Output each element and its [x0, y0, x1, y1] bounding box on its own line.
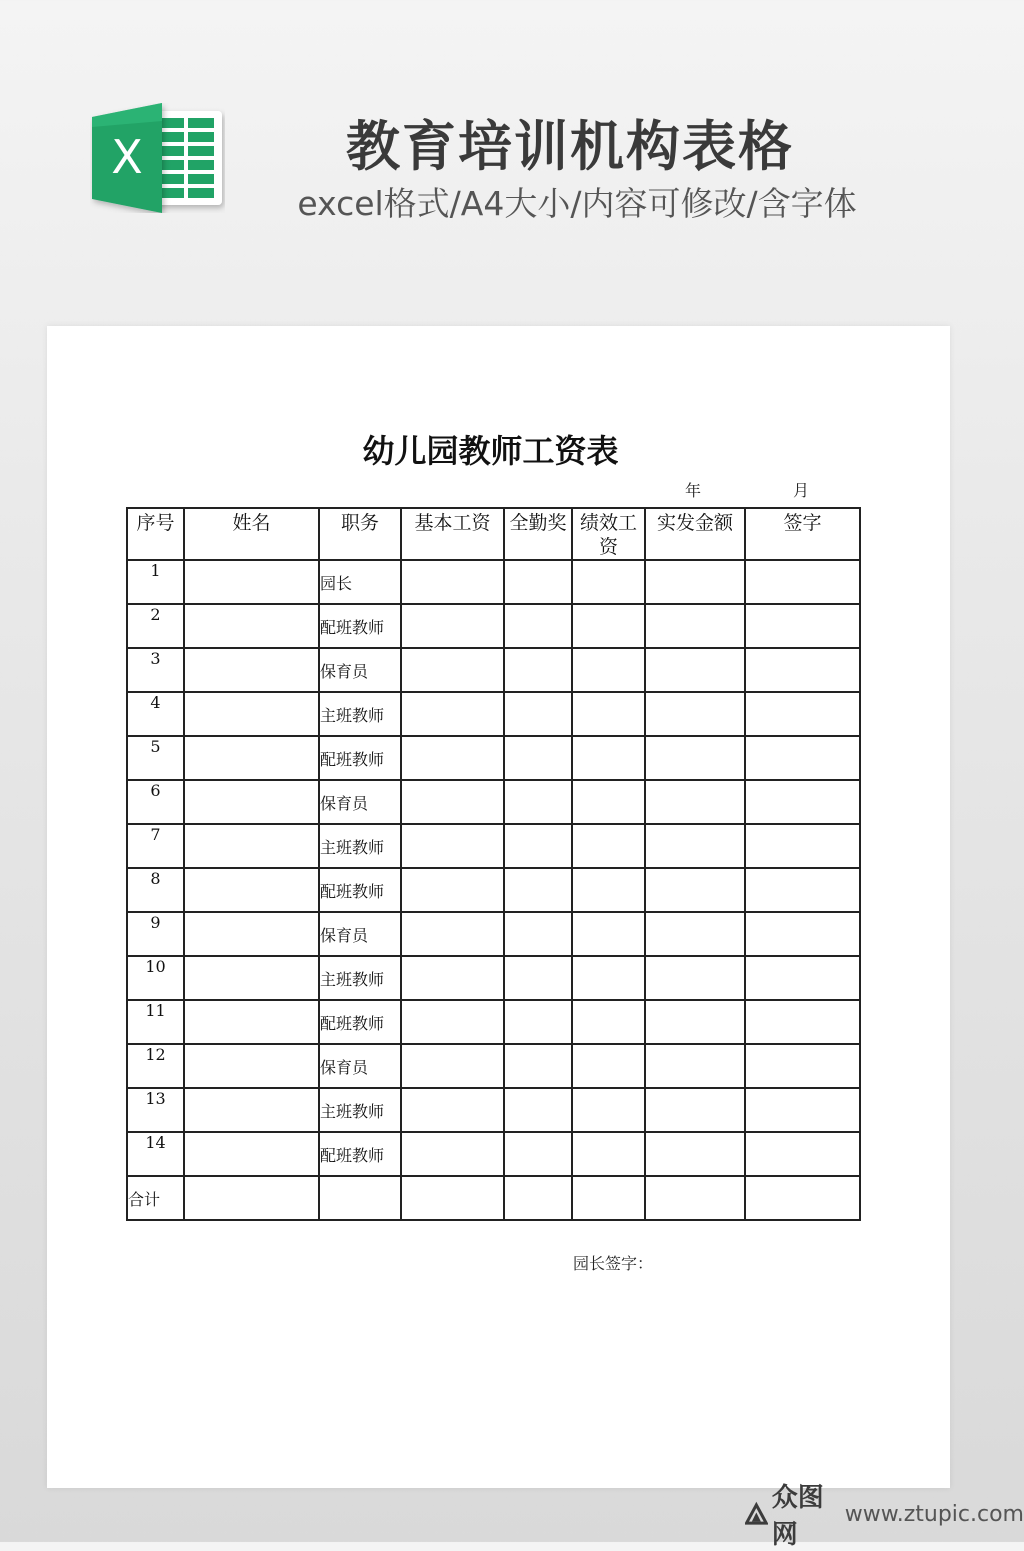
total-cell[interactable] — [572, 1176, 645, 1220]
row-number: 12 — [127, 1044, 184, 1088]
base-salary-cell[interactable] — [401, 956, 504, 1000]
base-salary-cell[interactable] — [401, 648, 504, 692]
net-pay-cell[interactable] — [645, 956, 745, 1000]
attendance-bonus-cell[interactable] — [504, 1044, 572, 1088]
performance-pay-cell[interactable] — [572, 912, 645, 956]
role-cell: 主班教师 — [319, 824, 401, 868]
column-header: 姓名 — [184, 508, 319, 560]
net-pay-cell[interactable] — [645, 912, 745, 956]
net-pay-cell[interactable] — [645, 1000, 745, 1044]
base-salary-cell[interactable] — [401, 868, 504, 912]
base-salary-cell[interactable] — [401, 692, 504, 736]
principal-signature-label: 园长签字： — [573, 1254, 654, 1273]
name-cell[interactable] — [184, 956, 319, 1000]
attendance-bonus-cell[interactable] — [504, 1132, 572, 1176]
name-cell[interactable] — [184, 1000, 319, 1044]
name-cell[interactable] — [184, 1044, 319, 1088]
attendance-bonus-cell[interactable] — [504, 560, 572, 604]
performance-pay-cell[interactable] — [572, 1132, 645, 1176]
total-label: 合计 — [127, 1176, 184, 1220]
row-number: 5 — [127, 736, 184, 780]
signature-cell[interactable] — [745, 604, 860, 648]
table-row — [127, 868, 860, 912]
base-salary-cell[interactable] — [401, 604, 504, 648]
total-cell[interactable] — [745, 1176, 860, 1220]
performance-pay-cell[interactable] — [572, 868, 645, 912]
table-row — [127, 648, 860, 692]
table-row — [127, 956, 860, 1000]
signature-cell[interactable] — [745, 1000, 860, 1044]
name-cell[interactable] — [184, 1088, 319, 1132]
name-cell[interactable] — [184, 824, 319, 868]
column-header: 签字 — [745, 508, 860, 560]
total-cell[interactable] — [184, 1176, 319, 1220]
table-row — [127, 604, 860, 648]
attendance-bonus-cell[interactable] — [504, 956, 572, 1000]
row-number: 3 — [127, 648, 184, 692]
role-cell: 主班教师 — [319, 956, 401, 1000]
performance-pay-cell[interactable] — [572, 956, 645, 1000]
watermark-logo — [745, 1477, 831, 1551]
attendance-bonus-cell[interactable] — [504, 912, 572, 956]
column-header: 职务 — [319, 508, 401, 560]
logo-icon — [745, 1500, 768, 1528]
table-row — [127, 912, 860, 956]
attendance-bonus-cell[interactable] — [504, 824, 572, 868]
role-cell: 园长 — [319, 560, 401, 604]
role-cell: 保育员 — [319, 912, 401, 956]
name-cell[interactable] — [184, 868, 319, 912]
table-row — [127, 560, 860, 604]
role-cell: 配班教师 — [319, 604, 401, 648]
name-cell[interactable] — [184, 692, 319, 736]
net-pay-cell[interactable] — [645, 736, 745, 780]
role-cell: 主班教师 — [319, 1088, 401, 1132]
base-salary-cell[interactable] — [401, 824, 504, 868]
row-number: 9 — [127, 912, 184, 956]
header — [0, 0, 1024, 300]
performance-pay-cell[interactable] — [572, 824, 645, 868]
attendance-bonus-cell[interactable] — [504, 1000, 572, 1044]
svg-text:X: X — [111, 130, 143, 184]
row-number: 13 — [127, 1088, 184, 1132]
name-cell[interactable] — [184, 912, 319, 956]
attendance-bonus-cell[interactable] — [504, 648, 572, 692]
signature-cell[interactable] — [745, 560, 860, 604]
name-cell[interactable] — [184, 648, 319, 692]
net-pay-cell[interactable] — [645, 1088, 745, 1132]
column-header: 全勤奖 — [504, 508, 572, 560]
signature-cell[interactable] — [745, 1132, 860, 1176]
performance-pay-cell[interactable] — [572, 604, 645, 648]
net-pay-cell[interactable] — [645, 692, 745, 736]
table-row — [127, 692, 860, 736]
signature-cell[interactable] — [745, 868, 860, 912]
table-row — [127, 1132, 860, 1176]
name-cell[interactable] — [184, 560, 319, 604]
base-salary-cell[interactable] — [401, 912, 504, 956]
signature-cell[interactable] — [745, 736, 860, 780]
watermark — [745, 1483, 1024, 1550]
document-title: 幼儿园教师工资表 — [362, 432, 619, 470]
watermark-url: www.ztupic.com — [844, 1501, 1024, 1527]
net-pay-cell[interactable] — [645, 604, 745, 648]
signature-cell[interactable] — [745, 956, 860, 1000]
performance-pay-cell[interactable] — [572, 736, 645, 780]
net-pay-cell[interactable] — [645, 780, 745, 824]
attendance-bonus-cell[interactable] — [504, 736, 572, 780]
total-cell[interactable] — [401, 1176, 504, 1220]
row-number: 6 — [127, 780, 184, 824]
row-number: 8 — [127, 868, 184, 912]
role-cell: 保育员 — [319, 1044, 401, 1088]
net-pay-cell[interactable] — [645, 1044, 745, 1088]
row-number: 10 — [127, 956, 184, 1000]
document-page — [47, 326, 950, 1488]
role-cell: 配班教师 — [319, 868, 401, 912]
role-cell: 主班教师 — [319, 692, 401, 736]
total-cell[interactable] — [319, 1176, 401, 1220]
watermark-logo-text: 众图网 — [771, 1483, 824, 1550]
row-number: 11 — [127, 1000, 184, 1044]
attendance-bonus-cell[interactable] — [504, 780, 572, 824]
column-header: 序号 — [127, 508, 184, 560]
column-header: 实发金额 — [645, 508, 745, 560]
column-header: 绩效工资 — [572, 508, 645, 560]
name-cell[interactable] — [184, 780, 319, 824]
page-title: 教育培训机构表格 — [346, 115, 794, 178]
role-cell: 配班教师 — [319, 1000, 401, 1044]
column-header: 基本工资 — [401, 508, 504, 560]
base-salary-cell[interactable] — [401, 1088, 504, 1132]
row-number: 4 — [127, 692, 184, 736]
attendance-bonus-cell[interactable] — [504, 1088, 572, 1132]
total-cell[interactable] — [504, 1176, 572, 1220]
name-cell[interactable] — [184, 736, 319, 780]
table-row — [127, 824, 860, 868]
table-row — [127, 1000, 860, 1044]
signature-cell[interactable] — [745, 824, 860, 868]
row-number: 2 — [127, 604, 184, 648]
month-label: 月 — [793, 481, 810, 500]
base-salary-cell[interactable] — [401, 560, 504, 604]
net-pay-cell[interactable] — [645, 1132, 745, 1176]
performance-pay-cell[interactable] — [572, 560, 645, 604]
performance-pay-cell[interactable] — [572, 780, 645, 824]
signature-cell[interactable] — [745, 692, 860, 736]
role-cell: 配班教师 — [319, 736, 401, 780]
attendance-bonus-cell[interactable] — [504, 692, 572, 736]
table-row — [127, 780, 860, 824]
year-label: 年 — [685, 481, 702, 500]
attendance-bonus-cell[interactable] — [504, 604, 572, 648]
row-number: 1 — [127, 560, 184, 604]
role-cell: 保育员 — [319, 648, 401, 692]
net-pay-cell[interactable] — [645, 648, 745, 692]
page-subtitle: excel格式/A4大小/内容可修改/含字体 — [297, 184, 857, 223]
salary-table — [126, 507, 861, 1221]
base-salary-cell[interactable] — [401, 780, 504, 824]
role-cell: 保育员 — [319, 780, 401, 824]
total-row — [127, 1176, 860, 1220]
signature-cell[interactable] — [745, 780, 860, 824]
table-row — [127, 736, 860, 780]
row-number: 14 — [127, 1132, 184, 1176]
net-pay-cell[interactable] — [645, 560, 745, 604]
row-number: 7 — [127, 824, 184, 868]
net-pay-cell[interactable] — [645, 824, 745, 868]
role-cell: 配班教师 — [319, 1132, 401, 1176]
base-salary-cell[interactable] — [401, 736, 504, 780]
base-salary-cell[interactable] — [401, 1044, 504, 1088]
signature-cell[interactable] — [745, 1088, 860, 1132]
base-salary-cell[interactable] — [401, 1132, 504, 1176]
table-header-row — [127, 508, 860, 560]
performance-pay-cell[interactable] — [572, 1044, 645, 1088]
table-row — [127, 1088, 860, 1132]
performance-pay-cell[interactable] — [572, 1000, 645, 1044]
total-cell[interactable] — [645, 1176, 745, 1220]
attendance-bonus-cell[interactable] — [504, 868, 572, 912]
name-cell[interactable] — [184, 1132, 319, 1176]
signature-cell[interactable] — [745, 912, 860, 956]
excel-icon — [90, 103, 225, 213]
signature-cell[interactable] — [745, 648, 860, 692]
net-pay-cell[interactable] — [645, 868, 745, 912]
performance-pay-cell[interactable] — [572, 1088, 645, 1132]
signature-cell[interactable] — [745, 1044, 860, 1088]
base-salary-cell[interactable] — [401, 1000, 504, 1044]
name-cell[interactable] — [184, 604, 319, 648]
performance-pay-cell[interactable] — [572, 692, 645, 736]
table-row — [127, 1044, 860, 1088]
performance-pay-cell[interactable] — [572, 648, 645, 692]
